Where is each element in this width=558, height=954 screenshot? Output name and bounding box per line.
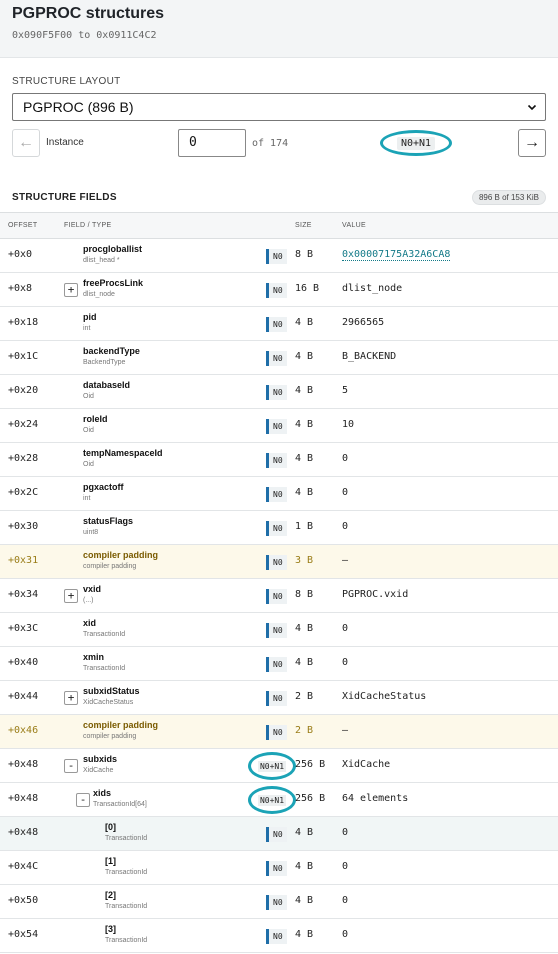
structure-layout-label: STRUCTURE LAYOUT [12,76,121,87]
field-offset: +0x18 [8,317,39,328]
field-type: TransactionId [83,631,126,638]
field-type: TransactionId [105,903,148,910]
field-offset: +0x1C [8,351,39,362]
field-type: TransactionId [105,869,148,876]
field-name: vxid [83,584,102,594]
numa-node-badge [266,657,287,672]
field-name: compiler padding [83,720,159,730]
size-summary-badge: 896 B of 153 KiB [472,190,546,205]
field-value: 0 [342,861,349,872]
field-type: TransactionId [83,665,126,672]
field-offset: +0x50 [8,895,39,906]
instance-numa-badge [380,130,452,156]
table-row[interactable] [0,579,558,613]
table-row[interactable] [0,885,558,919]
numa-node-badge [266,385,287,400]
field-size: 256 B [295,759,326,770]
field-size: 4 B [295,861,314,872]
field-type: XidCache [83,767,114,774]
field-size: 4 B [295,487,314,498]
field-offset: +0x4C [8,861,39,872]
field-offset: +0x31 [8,555,39,566]
table-row[interactable] [0,613,558,647]
field-type: TransactionId[64] [93,801,147,808]
field-offset: +0x28 [8,453,39,464]
field-value: 64 elements [342,793,409,804]
field-size: 1 B [295,521,314,532]
field-size: 4 B [295,317,314,328]
page-header [0,0,558,58]
field-size: 256 B [295,793,326,804]
numa-node-badge [266,623,287,638]
numa-node-badge [266,521,287,536]
field-offset: +0x8 [8,283,33,294]
table-row[interactable] [0,273,558,307]
field-value: PGPROC.vxid [342,589,409,600]
field-offset: +0x46 [8,725,39,736]
field-size: 4 B [295,827,314,838]
field-size: 8 B [295,249,314,260]
field-size: 4 B [295,453,314,464]
field-name: procgloballist [83,244,143,254]
structure-fields-title: STRUCTURE FIELDS [12,192,117,203]
numa-node-label: N0 [273,830,283,839]
numa-node-label: N0 [273,864,283,873]
table-row[interactable] [0,341,558,375]
numa-node-label: N0 [273,558,283,567]
field-value: 0 [342,487,349,498]
table-row[interactable] [0,851,558,885]
numa-node-badge [266,419,287,434]
col-field-type: FIELD / TYPE [64,222,112,229]
table-row[interactable] [0,443,558,477]
table-row[interactable] [0,749,558,783]
numa-node-badge [266,487,287,502]
field-name: pid [83,312,97,322]
table-row[interactable] [0,307,558,341]
numa-node-badge [266,895,287,910]
numa-node-badge [266,249,287,264]
field-value: XidCache [342,759,391,770]
field-size: 2 B [295,725,314,736]
field-name: subxidStatus [83,686,140,696]
numa-node-label: N0 [273,422,283,431]
field-name: [0] [105,822,116,832]
expand-icon[interactable]: + [64,589,78,603]
field-type: int [83,325,91,332]
structure-fields-header [0,183,558,213]
field-type: TransactionId [105,835,148,842]
field-name: databaseId [83,380,131,390]
field-name: tempNamespaceId [83,448,163,458]
numa-node-badge [248,786,296,814]
field-size: 4 B [295,895,314,906]
field-name: subxids [83,754,118,764]
structure-layout-selected: PGPROC (896 B) [23,99,134,115]
numa-node-label: N0 [273,694,283,703]
table-row[interactable] [0,783,558,817]
table-row[interactable] [0,239,558,273]
numa-node-label: N0 [273,898,283,907]
field-value: 10 [342,419,355,430]
field-value: – [342,725,349,736]
numa-node-badge [266,827,287,842]
instance-numa-label: N0+N1 [397,137,435,150]
field-name: [2] [105,890,116,900]
field-size: 16 B [295,283,320,294]
field-type: TransactionId [105,937,148,944]
fields-table-header [0,213,558,239]
instance-navigator [12,129,546,159]
field-size: 4 B [295,385,314,396]
field-type: compiler padding [83,733,137,740]
numa-node-badge [266,861,287,876]
field-value: 0 [342,623,349,634]
field-type: dlist_node [83,291,115,298]
numa-node-label: N0 [273,524,283,533]
table-row[interactable] [0,477,558,511]
field-size: 4 B [295,623,314,634]
field-name: [1] [105,856,116,866]
field-value: 0 [342,929,349,940]
field-value: 0 [342,521,349,532]
field-offset: +0x54 [8,929,39,940]
field-name: backendType [83,346,140,356]
numa-node-label: N0+N1 [259,795,285,805]
numa-node-label: N0 [273,490,283,499]
table-row[interactable] [0,647,558,681]
fields-table-body [0,239,558,953]
numa-node-badge [266,317,287,332]
field-size: 3 B [295,555,314,566]
numa-node-badge [266,453,287,468]
field-name: statusFlags [83,516,134,526]
chevron-down-icon [527,102,537,112]
table-row[interactable] [0,375,558,409]
field-value: 2966565 [342,317,385,328]
field-offset: +0x2C [8,487,39,498]
numa-node-badge [266,725,287,740]
field-type: Oid [83,461,94,468]
structure-layout-select[interactable] [12,93,546,121]
table-row[interactable] [0,409,558,443]
field-offset: +0x44 [8,691,39,702]
numa-node-label: N0 [273,354,283,363]
field-value: 0 [342,827,349,838]
field-type: compiler padding [83,563,137,570]
field-value: 0 [342,895,349,906]
expand-icon[interactable]: + [64,283,78,297]
field-type: Oid [83,427,94,434]
numa-node-badge [266,351,287,366]
field-size: 4 B [295,419,314,430]
col-offset: OFFSET [8,222,38,229]
numa-node-badge [248,752,296,780]
field-offset: +0x40 [8,657,39,668]
field-value: – [342,555,349,566]
field-offset: +0x3C [8,623,39,634]
table-row[interactable] [0,545,558,579]
numa-node-label: N0 [273,252,283,261]
field-offset: +0x24 [8,419,39,430]
expand-icon[interactable]: + [64,691,78,705]
field-size: 4 B [295,929,314,940]
field-size: 4 B [295,351,314,362]
numa-node-label: N0 [273,728,283,737]
field-value: dlist_node [342,283,403,294]
numa-node-badge [266,283,287,298]
field-offset: +0x48 [8,759,39,770]
field-value: 5 [342,385,349,396]
page-title: PGPROC structures [12,5,165,22]
field-value: B_BACKEND [342,351,397,362]
field-name: [3] [105,924,116,934]
table-row[interactable] [0,817,558,851]
field-offset: +0x48 [8,827,39,838]
next-instance-button[interactable] [518,129,546,157]
field-value: 0 [342,453,349,464]
numa-node-label: N0 [273,320,283,329]
table-row[interactable] [0,715,558,749]
arrow-right-icon: → [524,134,540,151]
structure-layout-section [0,76,558,159]
field-size: 4 B [295,657,314,668]
table-row[interactable] [0,919,558,953]
numa-node-label: N0 [273,388,283,397]
table-row[interactable] [0,511,558,545]
instance-input[interactable]: 0 [178,129,246,157]
numa-node-badge [266,929,287,944]
numa-node-badge [266,589,287,604]
numa-node-label: N0 [273,286,283,295]
field-value[interactable]: 0x00007175A32A6CA8 [342,249,451,260]
col-size: SIZE [295,222,312,229]
numa-node-label: N0 [273,456,283,465]
address-range: 0x090F5F00 to 0x0911C4C2 [12,30,157,41]
field-type: dlist_head * [83,257,120,264]
field-offset: +0x20 [8,385,39,396]
numa-node-label: N0 [273,932,283,941]
numa-node-label: N0+N1 [259,761,285,771]
field-name: xmin [83,652,105,662]
field-type: Oid [83,393,94,400]
field-size: 2 B [295,691,314,702]
field-offset: +0x34 [8,589,39,600]
prev-instance-button[interactable] [12,129,40,157]
collapse-icon[interactable]: - [76,793,90,807]
numa-node-badge [266,691,287,706]
numa-node-label: N0 [273,592,283,601]
field-name: freeProcsLink [83,278,144,288]
instance-label: Instance [46,137,84,148]
field-value: XidCacheStatus [342,691,427,702]
arrow-left-icon: ← [18,134,34,151]
instance-count: of 174 [252,138,289,149]
collapse-icon[interactable]: - [64,759,78,773]
col-value: VALUE [342,222,366,229]
field-offset: +0x0 [8,249,33,260]
field-name: xids [93,788,112,798]
field-name: roleId [83,414,108,424]
field-name: xid [83,618,97,628]
numa-node-label: N0 [273,660,283,669]
field-offset: +0x30 [8,521,39,532]
field-type: XidCacheStatus [83,699,134,706]
table-row[interactable] [0,681,558,715]
field-value: 0 [342,657,349,668]
field-name: pgxactoff [83,482,124,492]
numa-node-label: N0 [273,626,283,635]
field-type: BackendType [83,359,126,366]
field-size: 8 B [295,589,314,600]
numa-node-badge [266,555,287,570]
field-name: compiler padding [83,550,159,560]
field-type: (...) [83,597,94,604]
field-type: int [83,495,91,502]
field-offset: +0x48 [8,793,39,804]
field-type: uint8 [83,529,99,536]
